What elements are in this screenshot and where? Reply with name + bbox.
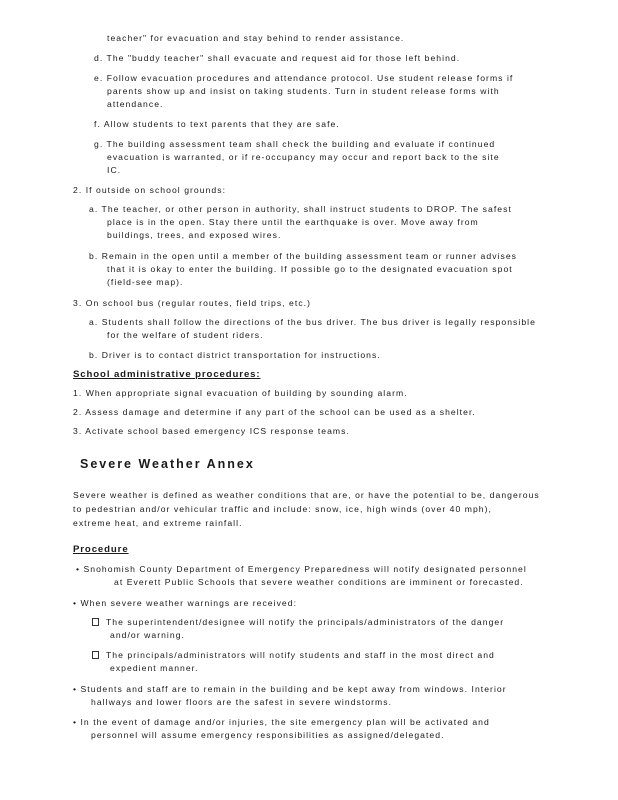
procedure-bullet-3-line1: • Students and staff are to remain in the building and be kept away from windows. Interior — [73, 684, 507, 694]
procedure-bullet-3-line2: hallways and lower floors are the safest in severe windstorms. — [91, 697, 393, 707]
outside-b-line1: b. Remain in the open until a member of the building assessment team or runner advises — [89, 251, 518, 261]
admin-item-2: 2. Assess damage and determine if any part of the school can be used as a shelter. — [73, 407, 476, 417]
outside-heading: 2. If outside on school grounds: — [73, 185, 227, 195]
sub-bullet-1-text: The superintendent/designee will notify the principals/administrators of the danger — [106, 617, 505, 627]
procedure-bullet-2: • When severe weather warnings are received: — [73, 598, 298, 608]
bus-heading: 3. On school bus (regular routes, field trips, etc.) — [73, 298, 312, 308]
outside-b-line3: (field-see map). — [107, 277, 184, 287]
procedure-bullet-4-line1: • In the event of damage and/or injuries, the site emergency plan will be activated and — [73, 717, 490, 727]
intro-line2: to pedestrian and/or vehicular traffic and include: snow, ice, high winds (over 40 mph), — [73, 504, 492, 514]
item-f: f. Allow students to text parents that they are safe. — [94, 119, 340, 129]
item-g-line3: IC. — [107, 165, 122, 175]
admin-heading: School administrative procedures: — [73, 369, 261, 380]
section-title: Severe Weather Annex — [80, 457, 255, 471]
procedure-bullet-4-line2: personnel will assume emergency responsibilities as assigned/delegated. — [91, 730, 445, 740]
admin-item-3: 3. Activate school based emergency ICS response teams. — [73, 426, 350, 436]
item-e-line1: e. Follow evacuation procedures and attendance protocol. Use student release forms if — [94, 73, 514, 83]
item-g-line1: g. The building assessment team shall check the building and evaluate if continued — [94, 139, 496, 149]
outside-a-line2: place is in the open. Stay there until the earthquake is over. Move away from — [107, 217, 479, 227]
bus-a-line2: for the welfare of student riders. — [107, 330, 264, 340]
item-c-tail: teacher" for evacuation and stay behind to render assistance. — [107, 33, 405, 43]
procedure-bullet-1-line2: at Everett Public Schools that severe weather conditions are imminent or forecasted. — [114, 577, 524, 587]
sub-bullet-1-line1 — [92, 616, 504, 629]
outside-a-line1: a. The teacher, or other person in authority, shall instruct students to DROP. The safest — [89, 204, 512, 214]
checkbox-bullet-icon — [92, 618, 99, 626]
bus-b: b. Driver is to contact district transportation for instructions. — [89, 350, 381, 360]
item-e-line3: attendance. — [107, 99, 164, 109]
outside-a-line3: buildings, trees, and exposed wires. — [107, 230, 282, 240]
intro-line3: extreme heat, and extreme rainfall. — [73, 518, 243, 528]
sub-bullet-1-line2: and/or warning. — [110, 630, 185, 640]
sub-bullet-2-line1 — [92, 649, 495, 662]
sub-bullet-2-text: The principals/administrators will notify students and staff in the most direct and — [106, 650, 495, 660]
procedure-heading: Procedure — [73, 544, 129, 555]
admin-item-1: 1. When appropriate signal evacuation of building by sounding alarm. — [73, 388, 408, 398]
item-g-line2: evacuation is warranted, or if re-occupancy may occur and report back to the site — [107, 152, 500, 162]
item-d: d. The "buddy teacher" shall evacuate and request aid for those left behind. — [94, 53, 461, 63]
checkbox-bullet-icon — [92, 651, 99, 659]
intro-line1: Severe weather is defined as weather conditions that are, or have the potential to be, dangerous — [73, 490, 540, 500]
bus-a-line1: a. Students shall follow the directions of the bus driver. The bus driver is legally responsible — [89, 317, 536, 327]
outside-b-line2: that it is okay to enter the building. If possible go to the designated evacuation spot — [107, 264, 513, 274]
procedure-bullet-1-line1: • Snohomish County Department of Emergency Preparedness will notify designated personnel — [76, 564, 527, 574]
item-e-line2: parents show up and insist on taking students. Turn in student release forms with — [107, 86, 500, 96]
sub-bullet-2-line2: expedient manner. — [110, 663, 199, 673]
